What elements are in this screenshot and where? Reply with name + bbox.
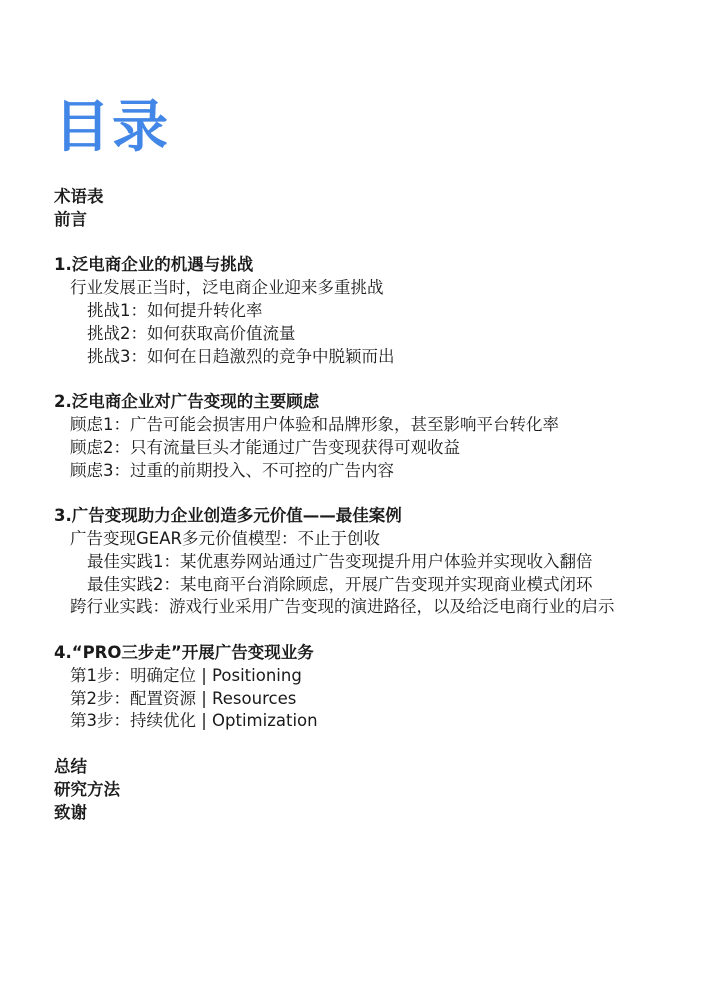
toc-item-glossary: 术语表	[54, 187, 104, 206]
toc-subitem: 广告变现GEAR多元价值模型：不止于创收	[70, 528, 380, 548]
toc-subitem: 跨行业实践：游戏行业采用广告变现的演进路径，以及给泛电商行业的启示	[70, 597, 615, 617]
toc-section-heading: 3.广告变现助力企业创造多元价值——最佳案例	[54, 506, 402, 526]
toc-subitem: 挑战1：如何提升转化率	[87, 300, 263, 320]
toc-section-heading: 1.泛电商企业的机遇与挑战	[54, 255, 254, 275]
toc-subitem: 第2步：配置资源 | Resources	[70, 688, 297, 708]
toc-subitem: 最佳实践2：某电商平台消除顾虑，开展广告变现并实现商业模式闭环	[87, 574, 593, 594]
toc-subitem: 挑战2：如何获取高价值流量	[87, 323, 296, 343]
table-of-contents	[54, 186, 674, 824]
toc-subitem: 顾虑2：只有流量巨头才能通过广告变现获得可观收益	[70, 437, 460, 457]
toc-subitem: 第3步：持续优化 | Optimization	[70, 711, 318, 731]
toc-section-heading: 4.“PRO三步走”开展广告变现业务	[54, 642, 314, 662]
toc-subitem: 顾虑1：广告可能会损害用户体验和品牌形象，甚至影响平台转化率	[70, 414, 559, 434]
toc-item-preface: 前言	[54, 209, 87, 229]
toc-item-methodology: 研究方法	[54, 779, 120, 799]
toc-subitem: 最佳实践1：某优惠券网站通过广告变现提升用户体验并实现收入翻倍	[87, 551, 593, 571]
toc-subitem: 行业发展正当时，泛电商企业迎来多重挑战	[70, 278, 384, 298]
toc-subitem: 第1步：明确定位 | Positioning	[70, 665, 302, 685]
toc-section-heading: 2.泛电商企业对广告变现的主要顾虑	[54, 392, 320, 412]
toc-item-summary: 总结	[54, 756, 87, 776]
toc-item-acknowledgements: 致谢	[54, 802, 87, 822]
toc-subitem: 挑战3：如何在日趋激烈的竞争中脱颖而出	[87, 346, 395, 366]
page-title: 目录	[54, 95, 170, 160]
toc-subitem: 顾虑3：过重的前期投入、不可控的广告内容	[70, 460, 394, 480]
